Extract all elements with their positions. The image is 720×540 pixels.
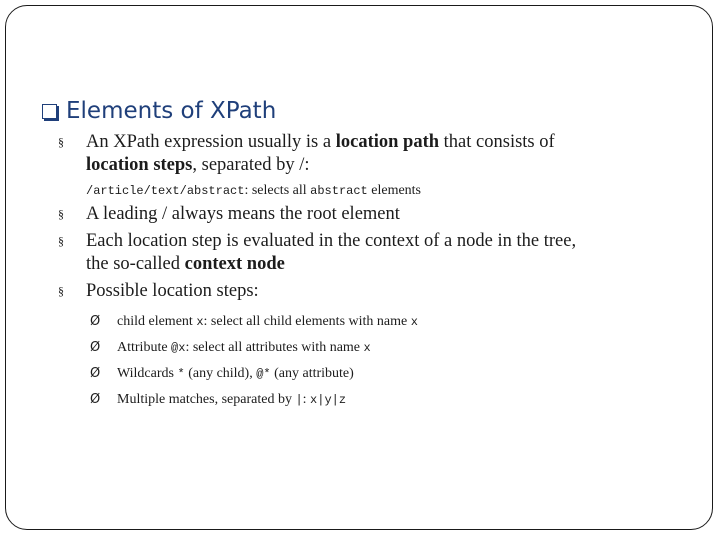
- step-text: Multiple matches, separated by: [117, 392, 296, 407]
- bullet-bold-term: context node: [184, 254, 285, 274]
- location-steps-list: [58, 309, 578, 413]
- arrow-bullet-icon: Ø: [90, 340, 101, 355]
- bullet-text: Possible location steps:: [86, 281, 259, 301]
- step-code: @*: [256, 367, 271, 381]
- checkbox-bullet-icon: [42, 104, 57, 119]
- step-code: x: [363, 341, 371, 355]
- bullet-marker: §: [58, 207, 64, 221]
- bullet-context-node: [58, 230, 578, 276]
- step-item-multiple-matches: [90, 387, 578, 413]
- step-text: : select all attributes with name: [185, 340, 364, 355]
- bullet-marker: §: [58, 234, 64, 248]
- step-code: *: [177, 367, 185, 381]
- bullet-text: A leading / always means the root element: [86, 204, 400, 224]
- step-code: x: [410, 315, 418, 329]
- bullet-marker: §: [58, 284, 64, 298]
- example-code-path: /article/text/abstract: [86, 184, 245, 198]
- bullet-text: An XPath expression usually is a: [86, 132, 336, 152]
- step-text: (any child),: [184, 366, 257, 381]
- step-item-attribute: [90, 335, 578, 361]
- arrow-bullet-icon: Ø: [90, 366, 101, 381]
- step-text: child element: [117, 314, 197, 329]
- bullet-text: that consists of: [439, 132, 555, 152]
- step-text: : select all child elements with name: [203, 314, 411, 329]
- step-code: |: [295, 393, 303, 407]
- step-code: x: [196, 315, 204, 329]
- example-code-element: abstract: [310, 184, 368, 198]
- slide-content: [58, 131, 578, 413]
- bullet-location-path: [58, 131, 578, 177]
- step-text: :: [302, 392, 311, 407]
- step-text: Attribute: [117, 340, 172, 355]
- step-item-child-element: [90, 309, 578, 335]
- bullet-marker: §: [58, 135, 64, 149]
- example-text: : selects all: [244, 183, 311, 198]
- step-text: (any attribute): [270, 366, 354, 381]
- bullet-leading-slash: [58, 203, 578, 226]
- arrow-bullet-icon: Ø: [90, 392, 101, 407]
- slide-title: Elements of XPath: [66, 98, 277, 124]
- bullet-text: , separated by /:: [192, 155, 310, 175]
- example-text: elements: [367, 183, 422, 198]
- step-item-wildcards: [90, 361, 578, 387]
- step-code: @x: [171, 341, 186, 355]
- step-text: Wildcards: [117, 366, 178, 381]
- bullet-possible-steps: [58, 280, 578, 303]
- bullet-text: Each location step is evaluated in the context of a node in the tree, the so-called: [86, 231, 577, 274]
- example-line: [58, 182, 578, 200]
- bullet-bold-term: location steps: [86, 155, 193, 175]
- step-code: x|y|z: [310, 393, 347, 407]
- bullet-bold-term: location path: [335, 132, 440, 152]
- slide-title-row: [42, 98, 276, 124]
- arrow-bullet-icon: Ø: [90, 314, 101, 329]
